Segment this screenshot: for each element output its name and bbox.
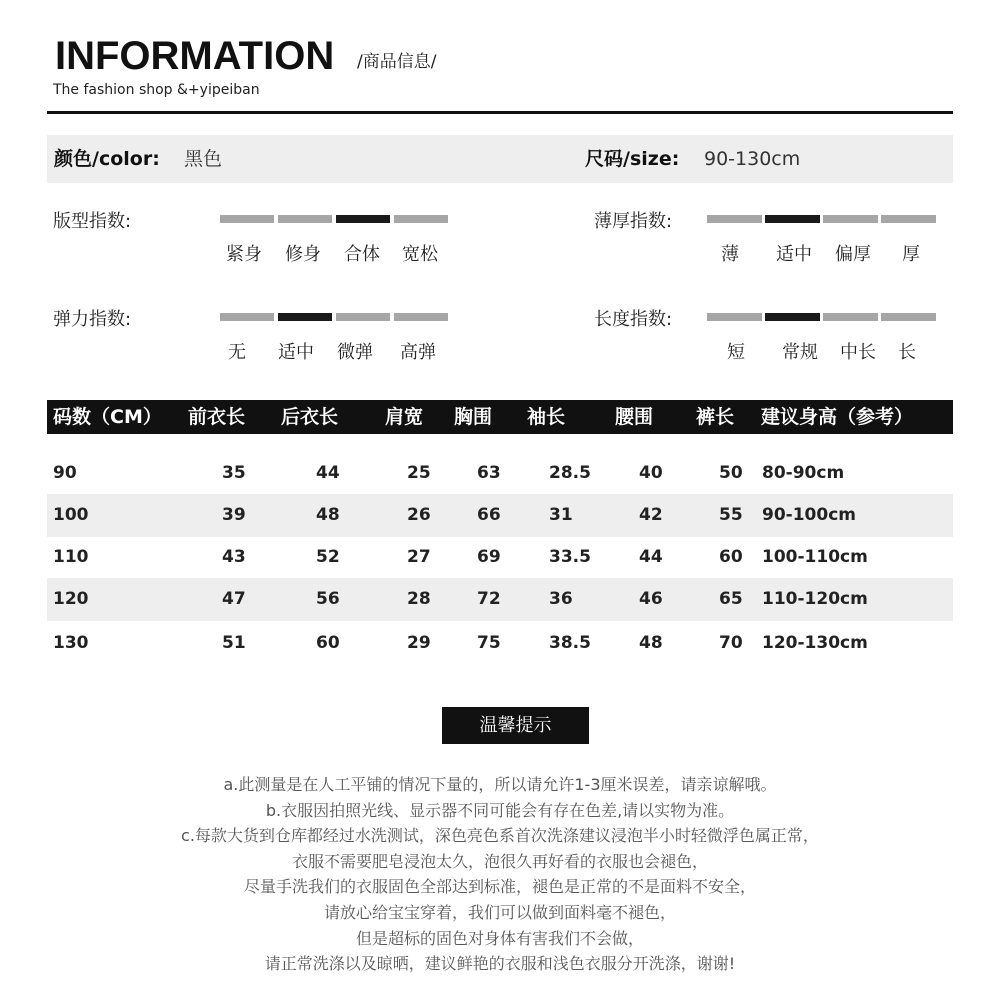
table-cell: 46 [639,589,663,609]
table-cell: 75 [477,633,501,653]
table-cell: 48 [316,505,340,525]
table-cell: 39 [222,505,246,525]
index-segment [394,313,448,321]
table-cell: 120-130cm [762,633,868,653]
index-segment [220,313,274,321]
index-option: 常规 [782,342,818,363]
table-cell: 90 [53,463,77,483]
index-option: 修身 [285,244,321,265]
page-title: INFORMATION [55,34,335,78]
index-option: 适中 [278,342,314,363]
index-segment [336,313,390,321]
color-size-bar [47,135,953,183]
table-cell: 130 [53,633,89,653]
table-cell: 52 [316,547,340,567]
table-cell: 44 [316,463,340,483]
index-option: 宽松 [402,244,438,265]
index-segment [394,215,448,223]
table-cell: 42 [639,505,663,525]
column-header: 肩宽 [385,406,424,428]
table-cell: 80-90cm [762,463,845,483]
column-header: 码数（CM） [53,406,162,428]
header-divider [47,111,953,114]
index-segment [707,313,762,321]
index-segment [823,215,878,223]
table-cell: 26 [407,505,431,525]
index-label: 弹力指数: [53,309,132,330]
table-cell: 66 [477,505,501,525]
column-header: 前衣长 [188,406,246,428]
table-cell: 27 [407,547,431,567]
color-value: 黑色 [184,148,223,170]
table-cell: 110 [53,547,89,567]
table-cell: 33.5 [549,547,591,567]
index-segment-selected [765,313,820,321]
index-segment-selected [336,215,390,223]
table-cell: 90-100cm [762,505,856,525]
index-segment [881,215,936,223]
column-header: 袖长 [527,406,566,428]
table-cell: 25 [407,463,431,483]
table-row [47,536,953,579]
table-cell: 63 [477,463,501,483]
index-option: 紧身 [226,244,262,265]
table-cell: 28 [407,589,431,609]
column-header: 后衣长 [281,406,339,428]
shop-subtitle: The fashion shop &+yipeiban [53,82,260,98]
table-cell: 72 [477,589,501,609]
size-value: 90-130cm [704,148,801,170]
table-cell: 43 [222,547,246,567]
index-segment [881,313,936,321]
table-cell: 36 [549,589,573,609]
index-label: 版型指数: [53,211,132,232]
index-segment-selected [278,313,332,321]
table-cell: 28.5 [549,463,591,483]
table-cell: 55 [719,505,743,525]
tips-header: 温馨提示 [442,707,589,744]
table-cell: 100-110cm [762,547,868,567]
index-option: 中长 [840,342,876,363]
table-cell: 29 [407,633,431,653]
index-option: 短 [727,342,745,363]
table-cell: 31 [549,505,573,525]
table-row [47,622,953,665]
index-option: 薄 [721,244,739,265]
column-header: 胸围 [454,406,493,428]
table-cell: 60 [719,547,743,567]
index-label: 长度指数: [594,309,673,330]
tip-line: 尽量手洗我们的衣服固色全部达到标准，褪色是正常的不是面料不安全， [243,877,756,897]
table-row [47,494,953,537]
index-option: 长 [898,342,916,363]
tip-line: 衣服不需要肥皂浸泡太久，泡很久再好看的衣服也会褪色， [291,851,708,871]
index-option: 微弹 [337,342,373,363]
table-cell: 51 [222,633,246,653]
table-cell: 40 [639,463,663,483]
index-option: 偏厚 [835,244,871,265]
tip-line: b.衣服因拍照光线、显示器不同可能会有存在色差,请以实物为准。 [265,800,735,820]
table-cell: 48 [639,633,663,653]
index-option: 合体 [344,244,380,265]
table-cell: 120 [53,589,89,609]
index-segment [220,215,274,223]
table-cell: 65 [719,589,743,609]
table-cell: 69 [477,547,501,567]
table-cell: 35 [222,463,246,483]
size-label: 尺码/size: [585,148,680,170]
color-label: 颜色/color: [54,148,160,170]
table-row [47,452,953,495]
table-cell: 70 [719,633,743,653]
table-cell: 50 [719,463,743,483]
tip-line: 但是超标的固色对身体有害我们不会做， [355,928,644,948]
index-segment [707,215,762,223]
tip-line: 请放心给宝宝穿着，我们可以做到面料毫不褪色， [323,903,676,922]
table-cell: 110-120cm [762,589,868,609]
index-option: 适中 [776,244,812,265]
table-header [47,400,953,434]
index-option: 高弹 [400,342,436,363]
table-cell: 100 [53,505,89,525]
index-segment [823,313,878,321]
column-header: 裤长 [696,406,735,428]
table-cell: 47 [222,589,246,609]
column-header: 建议身高（参考） [761,406,914,428]
index-label: 薄厚指数: [594,211,673,232]
index-option: 厚 [902,244,920,265]
index-segment-selected [765,215,820,223]
page-title-cn: /商品信息/ [357,52,437,72]
table-cell: 38.5 [549,633,591,653]
tip-line: a.此测量是在人工平铺的情况下量的，所以请允许1-3厘米误差，请亲谅解哦。 [223,775,777,794]
column-header: 腰围 [615,406,654,428]
index-segment [278,215,332,223]
table-cell: 60 [316,633,340,653]
table-row [47,578,953,621]
tip-line: c.每款大货到仓库都经过水洗测试，深色亮色系首次洗涤建议浸泡半小时轻微浮色属正常， [181,826,819,846]
table-cell: 56 [316,589,340,609]
tip-line: 请正常洗涤以及晾晒，建议鲜艳的衣服和浅色衣服分开洗涤，谢谢! [264,954,736,974]
index-option: 无 [228,342,246,363]
table-cell: 44 [639,547,663,567]
